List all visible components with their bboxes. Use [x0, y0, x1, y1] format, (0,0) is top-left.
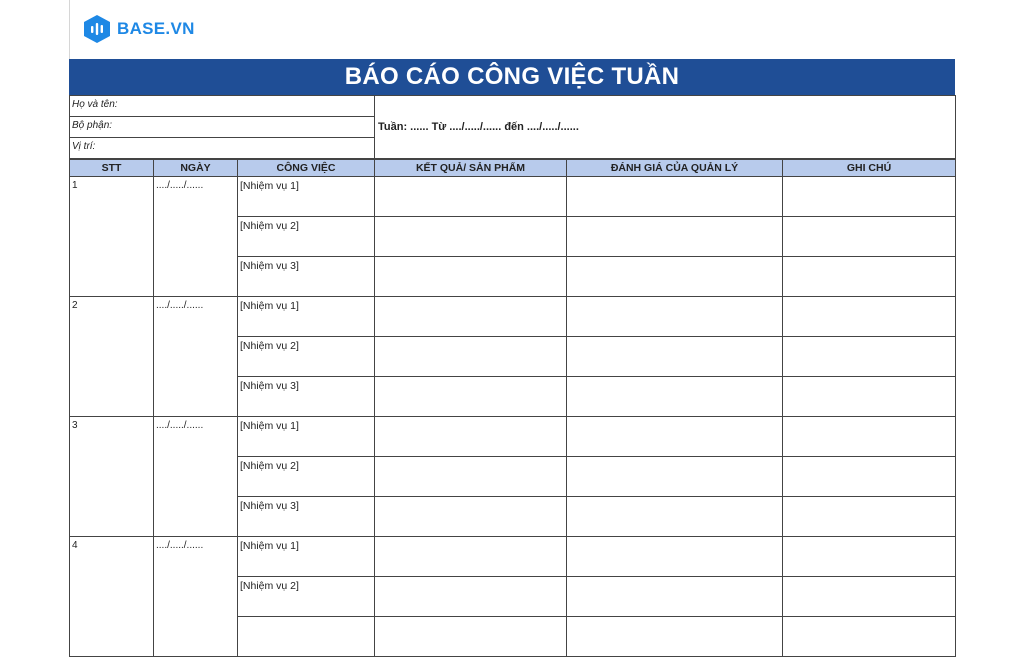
report-sheet	[69, 59, 955, 657]
review-cell[interactable]	[567, 177, 783, 217]
result-cell[interactable]	[375, 177, 567, 217]
note-cell[interactable]	[783, 377, 956, 417]
department-field-label: Bộ phận:	[70, 117, 375, 138]
result-cell[interactable]	[375, 537, 567, 577]
note-cell[interactable]	[783, 497, 956, 537]
date-cell[interactable]: ..../...../......	[154, 537, 238, 657]
task-cell[interactable]: [Nhiệm vụ 1]	[238, 297, 375, 337]
note-cell[interactable]	[783, 177, 956, 217]
note-cell[interactable]	[783, 337, 956, 377]
task-cell[interactable]: [Nhiệm vụ 2]	[238, 337, 375, 377]
result-cell[interactable]	[375, 377, 567, 417]
stt-cell: 4	[70, 537, 154, 657]
table-row	[70, 177, 956, 217]
base-logo-icon	[83, 14, 111, 44]
table-row	[70, 417, 956, 457]
note-cell[interactable]	[783, 417, 956, 457]
work-table	[69, 159, 956, 657]
note-cell[interactable]	[783, 217, 956, 257]
task-cell[interactable]	[238, 617, 375, 657]
header-work: CÔNG VIỆC	[238, 160, 375, 177]
week-range-label: Tuần: ...... Từ ..../...../...... đến ..../...../......	[375, 96, 956, 159]
task-cell[interactable]: [Nhiệm vụ 3]	[238, 377, 375, 417]
result-cell[interactable]	[375, 497, 567, 537]
review-cell[interactable]	[567, 217, 783, 257]
task-cell[interactable]: [Nhiệm vụ 2]	[238, 217, 375, 257]
note-cell[interactable]	[783, 457, 956, 497]
result-cell[interactable]	[375, 457, 567, 497]
task-cell[interactable]: [Nhiệm vụ 2]	[238, 457, 375, 497]
header-date: NGÀY	[154, 160, 238, 177]
note-cell[interactable]	[783, 617, 956, 657]
review-cell[interactable]	[567, 417, 783, 457]
review-cell[interactable]	[567, 337, 783, 377]
table-row	[70, 537, 956, 577]
task-cell[interactable]: [Nhiệm vụ 1]	[238, 177, 375, 217]
name-field-label: Họ và tên:	[70, 96, 375, 117]
header-result: KẾT QUẢ/ SẢN PHẨM	[375, 160, 567, 177]
header-review: ĐÁNH GIÁ CỦA QUẢN LÝ	[567, 160, 783, 177]
task-cell[interactable]: [Nhiệm vụ 3]	[238, 497, 375, 537]
brand-logo[interactable]	[83, 14, 195, 44]
task-cell[interactable]: [Nhiệm vụ 1]	[238, 417, 375, 457]
task-cell[interactable]: [Nhiệm vụ 3]	[238, 257, 375, 297]
review-cell[interactable]	[567, 377, 783, 417]
review-cell[interactable]	[567, 257, 783, 297]
table-row	[70, 297, 956, 337]
note-cell[interactable]	[783, 297, 956, 337]
stt-cell: 2	[70, 297, 154, 417]
position-field-label: Vị trí:	[70, 138, 375, 159]
report-title: BÁO CÁO CÔNG VIỆC TUẦN	[69, 59, 955, 95]
review-cell[interactable]	[567, 297, 783, 337]
date-cell[interactable]: ..../...../......	[154, 297, 238, 417]
header-note: GHI CHÚ	[783, 160, 956, 177]
result-cell[interactable]	[375, 257, 567, 297]
result-cell[interactable]	[375, 417, 567, 457]
result-cell[interactable]	[375, 297, 567, 337]
result-cell[interactable]	[375, 337, 567, 377]
note-cell[interactable]	[783, 257, 956, 297]
note-cell[interactable]	[783, 577, 956, 617]
date-cell[interactable]: ..../...../......	[154, 417, 238, 537]
review-cell[interactable]	[567, 577, 783, 617]
table-header-row	[70, 160, 956, 177]
review-cell[interactable]	[567, 537, 783, 577]
review-cell[interactable]	[567, 497, 783, 537]
header-stt: STT	[70, 160, 154, 177]
result-cell[interactable]	[375, 577, 567, 617]
result-cell[interactable]	[375, 617, 567, 657]
brand-name: BASE.VN	[117, 19, 195, 38]
result-cell[interactable]	[375, 217, 567, 257]
review-cell[interactable]	[567, 617, 783, 657]
task-cell[interactable]: [Nhiệm vụ 1]	[238, 537, 375, 577]
review-cell[interactable]	[567, 457, 783, 497]
stt-cell: 3	[70, 417, 154, 537]
info-table	[69, 95, 956, 159]
date-cell[interactable]: ..../...../......	[154, 177, 238, 297]
task-cell[interactable]: [Nhiệm vụ 2]	[238, 577, 375, 617]
stt-cell: 1	[70, 177, 154, 297]
note-cell[interactable]	[783, 537, 956, 577]
